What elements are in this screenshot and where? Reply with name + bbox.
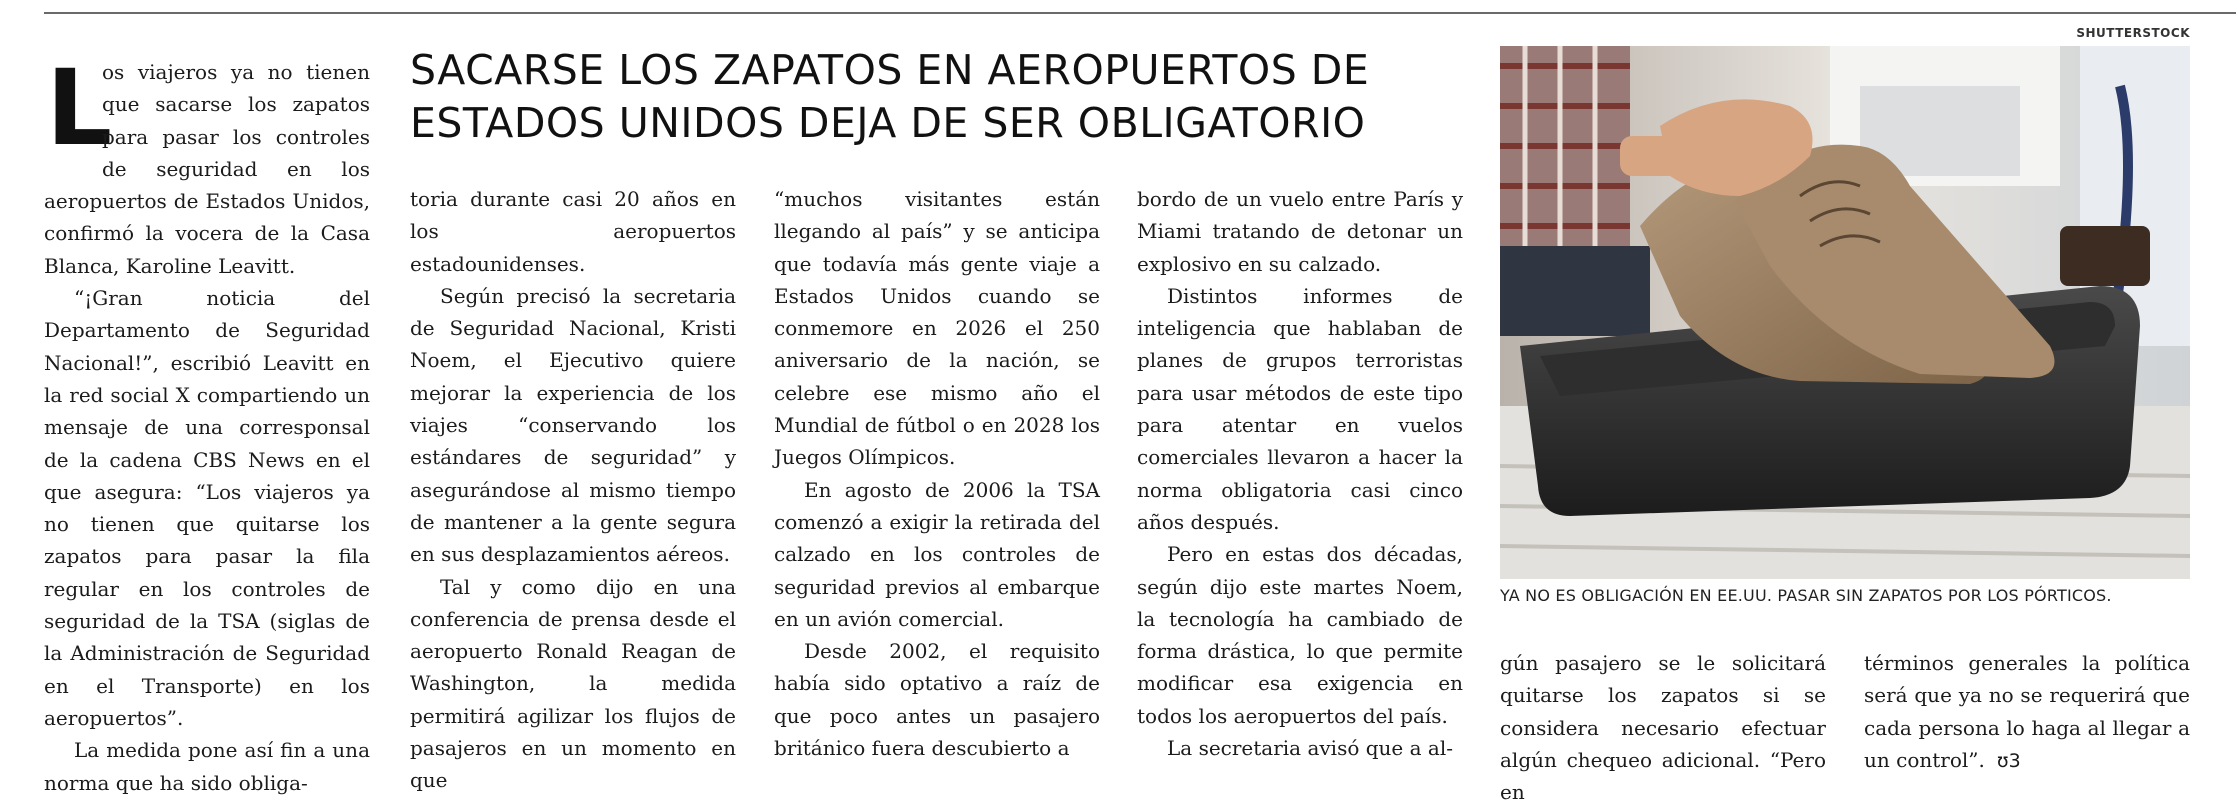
column-3-paragraph-2: En agosto de 2006 la TSA comenzó a exigir la retirada del calzado en los controles de seguridad previos al embarque en un avión comercial. <box>774 477 1100 631</box>
column-4-paragraph-3: Pero en estas dos décadas, según dijo este martes Noem, la tecnología ha cambiado de forma drástica, lo que permite modificar esa exigencia en todos los aeropuertos del país. <box>1137 542 1463 728</box>
top-rule <box>44 12 2236 14</box>
drop-cap: L <box>46 47 113 169</box>
column-1-paragraph-2: “¡Gran noticia del Departamento de Seguridad Nacional!”, escribió Leavitt en la red social X compartiendo un mensaje de una corresponsal de la cadena CBS News en el que asegura: “Los viajeros ya no tienen que quitarse los zapatos para pasar la fila regular en los controles de seguridad de la TSA (siglas de la Administración de Seguridad en el Transporte) en los aeropuertos”. <box>44 286 370 730</box>
article-column-6 <box>1864 647 2190 777</box>
column-5-paragraph-1: gún pasajero se le solicitará quitarse los zapatos si se considera necesario efectuar algún chequeo adicional. “Pero en <box>1500 651 1826 805</box>
article-column-3 <box>774 183 1100 764</box>
column-6-text: términos generales la política será que ya no se requerirá que cada persona lo haga al llegar a un control”. <box>1864 651 2190 772</box>
column-4-paragraph-1: bordo de un vuelo entre París y Miami tratando de detonar un explosivo en su calzado. <box>1137 187 1463 276</box>
article-column-5 <box>1500 647 1826 808</box>
column-4-paragraph-2: Distintos informes de inteligencia que hablaban de planes de grupos terroristas para usar métodos de este tipo para atentar en vuelos comerciales llevaron a hacer la norma obligatoria casi cinco años después. <box>1137 283 1463 534</box>
shoes-in-tray-illustration <box>1500 46 2190 579</box>
article-column-4 <box>1137 183 1463 764</box>
column-1-paragraph-3: La medida pone así fin a una norma que ha sido obliga- <box>44 738 370 795</box>
column-2-paragraph-1: toria durante casi 20 años en los aeropuertos estadounidenses. <box>410 187 736 276</box>
column-2-paragraph-2: Según precisó la secretaria de Seguridad Nacional, Kristi Noem, el Ejecutivo quiere mejorar la experiencia de los viajes “conservando los estándares de seguridad” y asegurándose al mismo tiempo de mantener a la gente segura en sus desplazamientos aéreos. <box>410 283 736 567</box>
article-column-2 <box>410 183 736 797</box>
column-3-paragraph-1: “muchos visitantes están llegando al país” y se anticipa que todavía más gente viaje a Estados Unidos cuando se conmemore en 2026 el 250 aniversario de la nación, se celebre ese mismo año el Mundial de fútbol o en 2028 los Juegos Olímpicos. <box>774 187 1100 470</box>
headline-line-2: ESTADOS UNIDOS DEJA DE SER OBLIGATORIO <box>410 99 1366 147</box>
end-of-article-mark: ʊ3 <box>1996 749 2021 772</box>
column-1-paragraph-1: os viajeros ya no tienen que sacarse los zapatos para pasar los controles de seguridad en los aeropuertos de Estados Unidos, confirmó la vocera de la Casa Blanca, Karoline Leavitt. <box>44 60 370 278</box>
article-column-1 <box>44 47 370 799</box>
column-2-paragraph-3: Tal y como dijo en una conferencia de prensa desde el aeropuerto Ronald Reagan de Washington, la medida permitirá agilizar los flujos de pasajeros en un momento en que <box>410 574 736 793</box>
headline-line-1: SACARSE LOS ZAPATOS EN AEROPUERTOS DE <box>410 46 1370 94</box>
drop-cap-spacer <box>44 60 102 156</box>
column-6-paragraph-1 <box>1864 647 2190 777</box>
column-4-paragraph-4: La secretaria avisó que a al- <box>1167 736 1453 761</box>
headline <box>410 44 1490 150</box>
photo-credit: SHUTTERSTOCK <box>2076 26 2190 40</box>
column-3-paragraph-3: Desde 2002, el requisito había sido optativo a raíz de que poco antes un pasajero británico fuera descubierto a <box>774 639 1100 761</box>
article-photo <box>1500 46 2190 579</box>
photo-caption: YA NO ES OBLIGACIÓN EN EE.UU. PASAR SIN ZAPATOS POR LOS PÓRTICOS. <box>1500 586 2112 605</box>
